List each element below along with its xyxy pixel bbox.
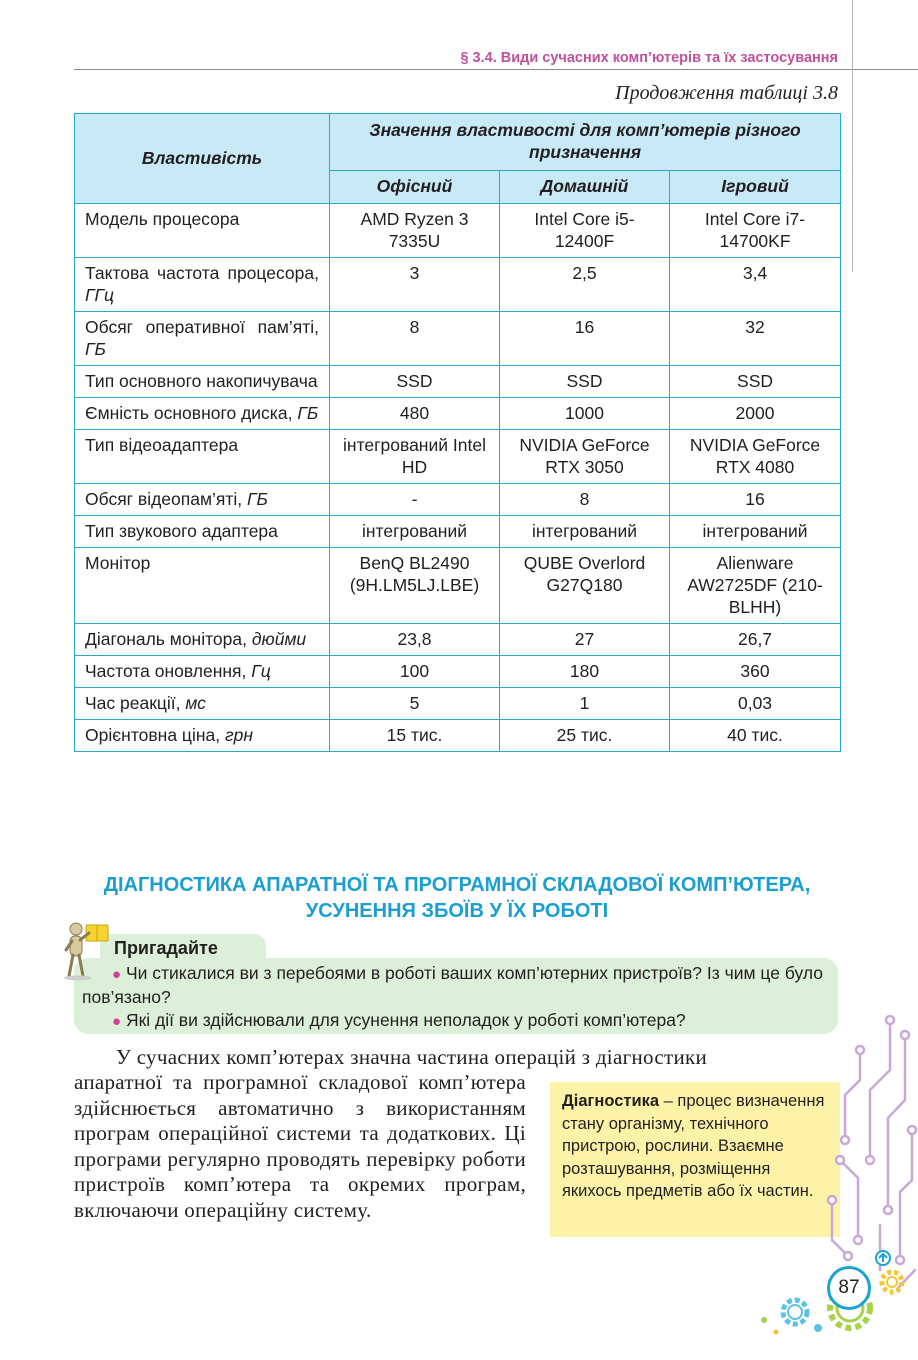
- table-row: [75, 484, 841, 516]
- value-cell: NVIDIA GeForce RTX 3050: [500, 430, 670, 484]
- property-name: Тип відеоадаптера: [85, 435, 239, 455]
- group-header: Значення властивості для комп’ютерів різного призначення: [330, 114, 841, 171]
- value-cell: NVIDIA GeForce RTX 4080: [670, 430, 841, 484]
- property-cell: [75, 258, 330, 312]
- value-cell: Intel Core i7-14700KF: [670, 204, 841, 258]
- property-name: Обсяг відеопам’яті,: [85, 489, 243, 509]
- remember-item-text: Які дії ви здійснювали для усунення неполадок у роботі комп’ютера?: [125, 1010, 686, 1030]
- property-name: Частота оновлення,: [85, 661, 247, 681]
- value-cell: 180: [500, 656, 670, 688]
- table-row: [75, 688, 841, 720]
- bullet-icon: ●: [112, 966, 122, 983]
- property-unit: грн: [224, 725, 253, 745]
- value-cell: 3,4: [670, 258, 841, 312]
- section-title-line-2: УСУНЕННЯ ЗБОЇВ У ЇХ РОБОТІ: [305, 900, 609, 922]
- remember-list: [82, 962, 834, 1033]
- property-name: Орієнтовна ціна,: [85, 725, 221, 745]
- table-row: [75, 516, 841, 548]
- property-unit: ГБ: [85, 339, 106, 359]
- spec-table: [74, 113, 841, 752]
- value-cell: 2000: [670, 398, 841, 430]
- remember-item: [82, 1009, 834, 1033]
- value-cell: 26,7: [670, 624, 841, 656]
- margin-line: [852, 0, 853, 272]
- value-cell: QUBE Overlord G27Q180: [500, 548, 670, 624]
- value-cell: 3: [330, 258, 500, 312]
- body-paragraph-first-line: У сучасних комп’ютерах значна частина операцій з діагностики: [116, 1045, 708, 1069]
- property-cell: [75, 516, 330, 548]
- property-cell: [75, 430, 330, 484]
- table-row: [75, 366, 841, 398]
- value-cell: 0,03: [670, 688, 841, 720]
- property-cell: [75, 204, 330, 258]
- property-name: Тип основного накопичувача: [85, 371, 318, 391]
- value-cell: AMD Ryzen 3 7335U: [330, 204, 500, 258]
- value-cell: 16: [500, 312, 670, 366]
- property-unit: ГБ: [247, 489, 268, 509]
- table-row: [75, 624, 841, 656]
- remember-title: Пригадайте: [114, 938, 218, 958]
- column-header-office: Офісний: [330, 170, 500, 204]
- property-cell: [75, 484, 330, 516]
- body-paragraph: апаратної та програмної складової комп’ютера здійснюється автоматично з використанням програм операційної системи та додаткових. Ці програми регулярно проводять перевірку роботи пристроїв комп’ютера та окремих програм, включаючи операційну систему.: [74, 1070, 526, 1222]
- definition-text: – процес визначення стану організму, технічного пристрою, рослини. Взаємне розташування, розміщення якихось предметів або їх частин.: [562, 1092, 825, 1200]
- value-cell: 360: [670, 656, 841, 688]
- page-number: 87: [827, 1266, 871, 1310]
- property-cell: [75, 624, 330, 656]
- property-unit: ГГц: [85, 285, 115, 305]
- property-cell: [75, 312, 330, 366]
- property-name: Обсяг оперативної пам’яті,: [85, 317, 319, 337]
- property-name: Тип звукового адаптера: [85, 521, 278, 541]
- remember-item: [82, 962, 834, 1009]
- value-cell: 5: [330, 688, 500, 720]
- value-cell: інтегрований: [500, 516, 670, 548]
- value-cell: 1000: [500, 398, 670, 430]
- property-unit: Гц: [251, 661, 271, 681]
- value-cell: -: [330, 484, 500, 516]
- value-cell: 25 тис.: [500, 720, 670, 752]
- property-cell: [75, 398, 330, 430]
- value-cell: Intel Core i5-12400F: [500, 204, 670, 258]
- value-cell: інтегрований: [670, 516, 841, 548]
- table-row: [75, 398, 841, 430]
- property-unit: ГБ: [297, 403, 319, 423]
- property-name: Ємність основного диска,: [85, 403, 293, 423]
- value-cell: 27: [500, 624, 670, 656]
- section-header: § 3.4. Види сучасних комп’ютерів та їх застосування: [460, 50, 838, 66]
- bullet-icon: ●: [112, 1013, 122, 1030]
- property-cell: [75, 720, 330, 752]
- property-cell: [75, 688, 330, 720]
- property-name: Час реакції,: [85, 693, 181, 713]
- circuit-decoration-icon: [740, 1010, 918, 1360]
- definition-term: Діагностика: [562, 1092, 660, 1110]
- header-divider: [74, 69, 918, 70]
- property-header: Властивість: [75, 114, 330, 204]
- property-name: Монітор: [85, 553, 151, 573]
- remember-item-text: Чи стикалися ви з перебоями в роботі ваших комп’ютерних пристроїв? Із чим це було пов’язано?: [82, 963, 823, 1007]
- property-cell: [75, 366, 330, 398]
- table-row: [75, 312, 841, 366]
- property-name: Діагональ монітора,: [85, 629, 247, 649]
- value-cell: 16: [670, 484, 841, 516]
- value-cell: 15 тис.: [330, 720, 500, 752]
- value-cell: SSD: [330, 366, 500, 398]
- property-unit: мс: [185, 693, 206, 713]
- value-cell: 23,8: [330, 624, 500, 656]
- value-cell: 1: [500, 688, 670, 720]
- value-cell: SSD: [670, 366, 841, 398]
- table-row: [75, 430, 841, 484]
- table-row: [75, 656, 841, 688]
- column-header-gaming: Ігровий: [670, 170, 841, 204]
- value-cell: 100: [330, 656, 500, 688]
- table-continued-caption: Продовження таблиці 3.8: [615, 82, 838, 104]
- value-cell: 8: [500, 484, 670, 516]
- value-cell: інтегрований: [330, 516, 500, 548]
- table-row: [75, 204, 841, 258]
- value-cell: 480: [330, 398, 500, 430]
- section-title-line-1: ДІАГНОСТИКА АПАРАТНОЇ ТА ПРОГРАМНОЇ СКЛАДОВОЇ КОМП’ЮТЕРА,: [103, 874, 811, 896]
- property-cell: [75, 656, 330, 688]
- property-cell: [75, 548, 330, 624]
- table-row: [75, 720, 841, 752]
- value-cell: BenQ BL2490 (9H.LM5LJ.LBE): [330, 548, 500, 624]
- value-cell: 32: [670, 312, 841, 366]
- column-header-home: Домашній: [500, 170, 670, 204]
- table-row: [75, 548, 841, 624]
- value-cell: 8: [330, 312, 500, 366]
- property-name: Модель процесора: [85, 209, 240, 229]
- value-cell: 40 тис.: [670, 720, 841, 752]
- section-title: [74, 872, 840, 924]
- value-cell: інтегрований Intel HD: [330, 430, 500, 484]
- value-cell: SSD: [500, 366, 670, 398]
- value-cell: 2,5: [500, 258, 670, 312]
- table-row: [75, 258, 841, 312]
- value-cell: Alienware AW2725DF (210-BLHH): [670, 548, 841, 624]
- property-name: Тактова частота процесора,: [85, 263, 319, 283]
- property-unit: дюйми: [251, 629, 307, 649]
- spec-table-body: [75, 204, 841, 752]
